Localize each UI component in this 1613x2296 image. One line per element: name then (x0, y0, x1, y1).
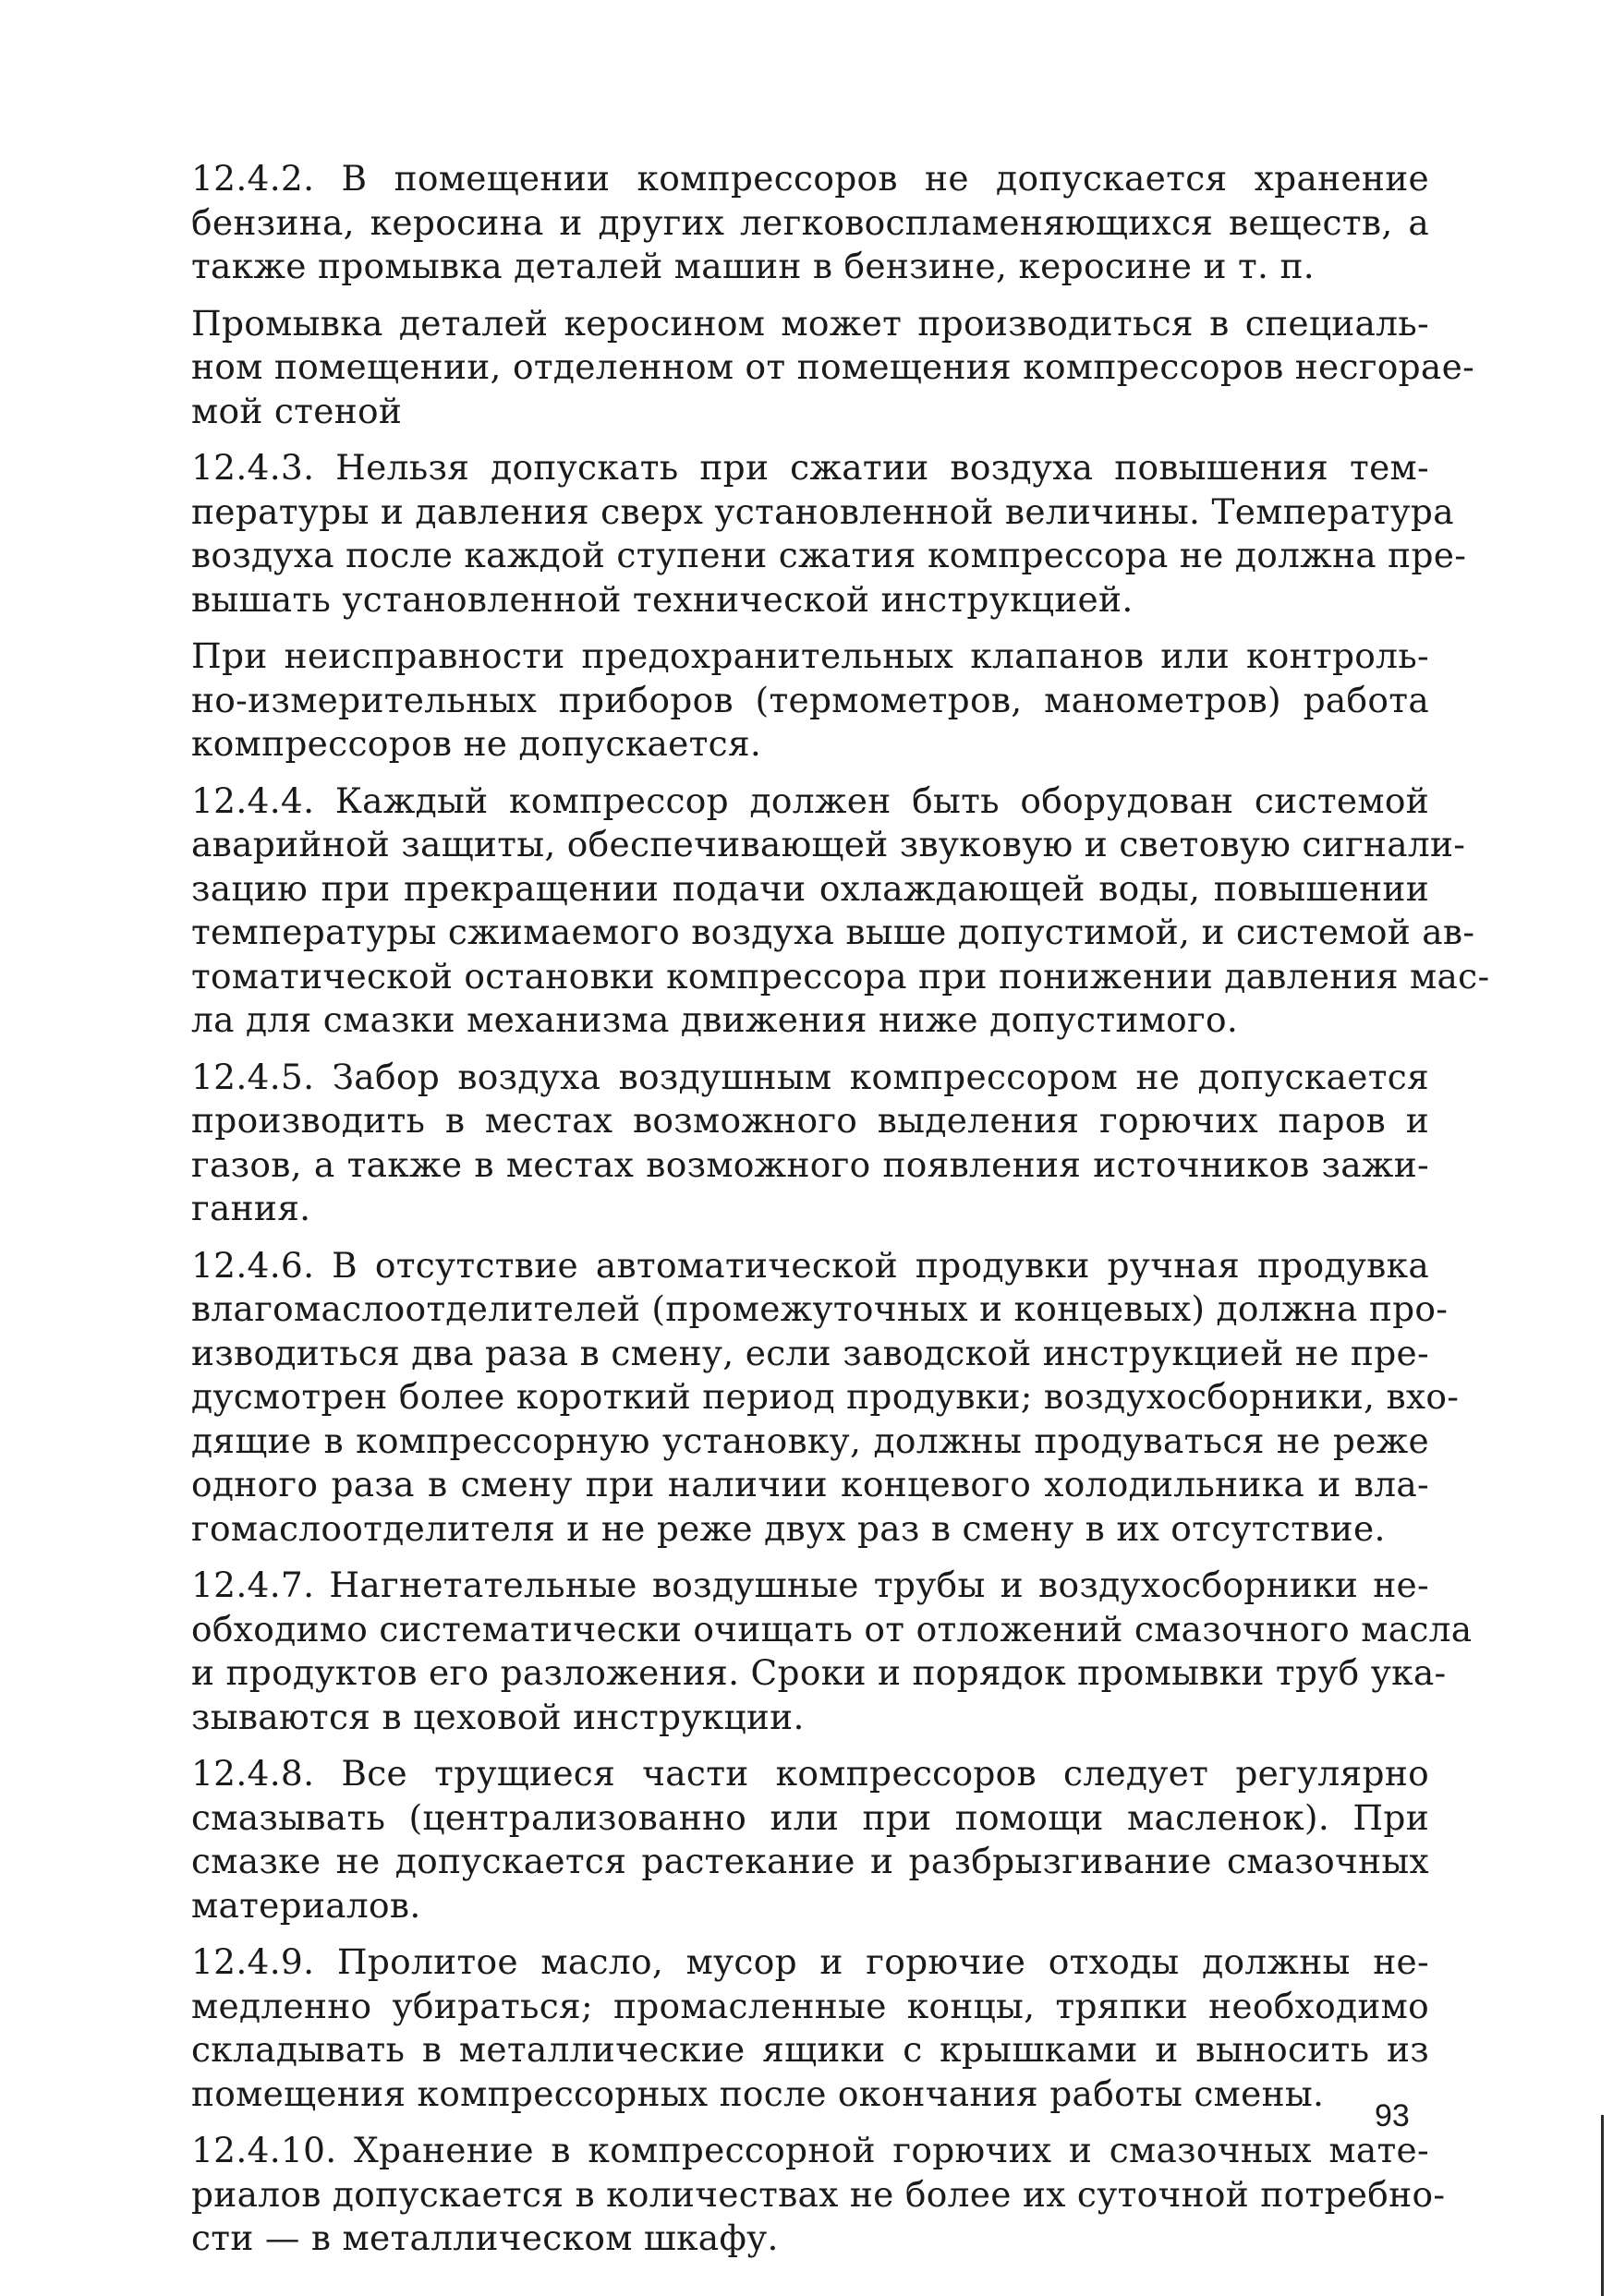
text-line: мой стеной (191, 390, 403, 431)
text-line: складывать в металлические ящики с крышками и выносить из (191, 2029, 1429, 2070)
text-line: одного раза в смену при наличии концевого холодильника и вла- (191, 1464, 1429, 1504)
text-line: влагомаслоотделителей (промежуточных и концевых) должна про- (191, 1288, 1449, 1329)
text-line: ном помещении, отделенном от помещения компрессоров несгорае- (191, 346, 1475, 387)
paragraph-12-4-2 (191, 157, 1429, 289)
paragraph-12-4-10 (191, 2129, 1446, 2261)
text-line: изводиться два раза в смену, если заводской инструкцией не пре- (191, 1332, 1429, 1373)
text-line: томатической остановки компрессора при понижении давления мас- (191, 955, 1490, 997)
text-line: гомаслоотделителя и не реже двух раз в смену в их отсутствие. (191, 1507, 1386, 1549)
text-line: температуры сжимаемого воздуха выше допустимой, и системой ав- (191, 912, 1475, 952)
text-line: медленно убираться; промасленные концы, тряпки необходимо (191, 1985, 1429, 2026)
text-line: компрессоров не допускается. (191, 723, 762, 764)
text-line: воздуха после каждой ступени сжатия компрессора не должна пре- (191, 535, 1467, 575)
paragraph-12-4-4 (191, 779, 1490, 1043)
text-line: 12.4.6. В отсутствие автоматической продувки ручная продувка (191, 1244, 1429, 1286)
text-line: 12.4.2. В помещении компрессоров не допускается хранение (191, 158, 1429, 199)
text-line: 12.4.10. Хранение в компрессорной горючих и смазочных мате- (191, 2130, 1429, 2170)
page-number: 93 (1375, 2098, 1410, 2133)
text-line: 12.4.4. Каждый компрессор должен быть оборудован системой (191, 779, 1429, 821)
paragraph-12-4-9 (191, 1940, 1429, 2116)
document-body (191, 157, 1490, 2274)
paragraph-12-4-3-continued (191, 634, 1429, 767)
paragraph-12-4-2-continued (191, 302, 1475, 434)
paragraph-12-4-5 (191, 1056, 1429, 1231)
text-line: гания. (191, 1188, 311, 1228)
text-line: бензина, керосина и других легковоспламеняющихся веществ, а (191, 201, 1429, 243)
text-line: газов, а также в местах возможного появления источников зажи- (191, 1143, 1429, 1185)
text-line: также промывка деталей машин в бензине, керосине и т. п. (191, 246, 1315, 286)
text-line: дусмотрен более короткий период продувки; воздухосборники, вхо- (191, 1376, 1460, 1417)
text-line: но-измерительных приборов (термометров, манометров) работа (191, 679, 1429, 720)
text-line: 12.4.5. Забор воздуха воздушным компрессором не допускается (191, 1056, 1429, 1097)
text-line: аварийной защиты, обеспечивающей звуковую и световую сигнали- (191, 824, 1466, 864)
text-line: 12.4.9. Пролитое масло, мусор и горючие отходы должны не- (191, 1941, 1429, 1982)
paragraph-12-4-8 (191, 1752, 1429, 1927)
text-line: ла для смазки механизма движения ниже допустимого. (191, 999, 1239, 1040)
scan-edge-line (1601, 2115, 1604, 2296)
paragraph-12-4-3 (191, 446, 1467, 622)
text-line: сти — в металлическом шкафу. (191, 2217, 779, 2258)
text-line: смазке не допускается растекание и разбрызгивание смазочных (191, 1841, 1429, 1881)
text-line: материалов. (191, 1884, 421, 1926)
text-line: 12.4.7. Нагнетательные воздушные трубы и воздухосборники не- (191, 1565, 1429, 1605)
text-line: зываются в цеховой инструкции. (191, 1696, 805, 1737)
text-line: При неисправности предохранительных клапанов или контроль- (191, 635, 1429, 676)
text-line: обходимо систематически очищать от отложений смазочного масла (191, 1608, 1473, 1649)
text-line: вышать установленной технической инструкцией. (191, 578, 1134, 620)
text-line: помещения компрессорных после окончания работы смены. (191, 2072, 1325, 2114)
text-line: производить в местах возможного выделения горючих паров и (191, 1100, 1429, 1141)
text-line: и продуктов его разложения. Сроки и порядок промывки труб ука- (191, 1652, 1447, 1693)
paragraph-12-4-6 (191, 1244, 1460, 1552)
text-line: 12.4.8. Все трущиеся части компрессоров следует регулярно (191, 1753, 1429, 1794)
text-line: смазывать (централизованно или при помощи масленок). При (191, 1796, 1429, 1838)
text-line: пературы и давления сверх установленной величины. Температура (191, 490, 1454, 532)
text-line: 12.4.3. Нельзя допускать при сжатии воздуха повышения тем- (191, 447, 1429, 488)
text-line: Промывка деталей керосином может производиться в специаль- (191, 302, 1429, 344)
text-line: дящие в компрессорную установку, должны продуваться не реже (191, 1420, 1429, 1461)
text-line: риалов допускается в количествах не более их суточной потребно- (191, 2173, 1446, 2215)
paragraph-12-4-7 (191, 1564, 1473, 1739)
text-line: зацию при прекращении подачи охлаждающей воды, повышении (191, 867, 1429, 909)
